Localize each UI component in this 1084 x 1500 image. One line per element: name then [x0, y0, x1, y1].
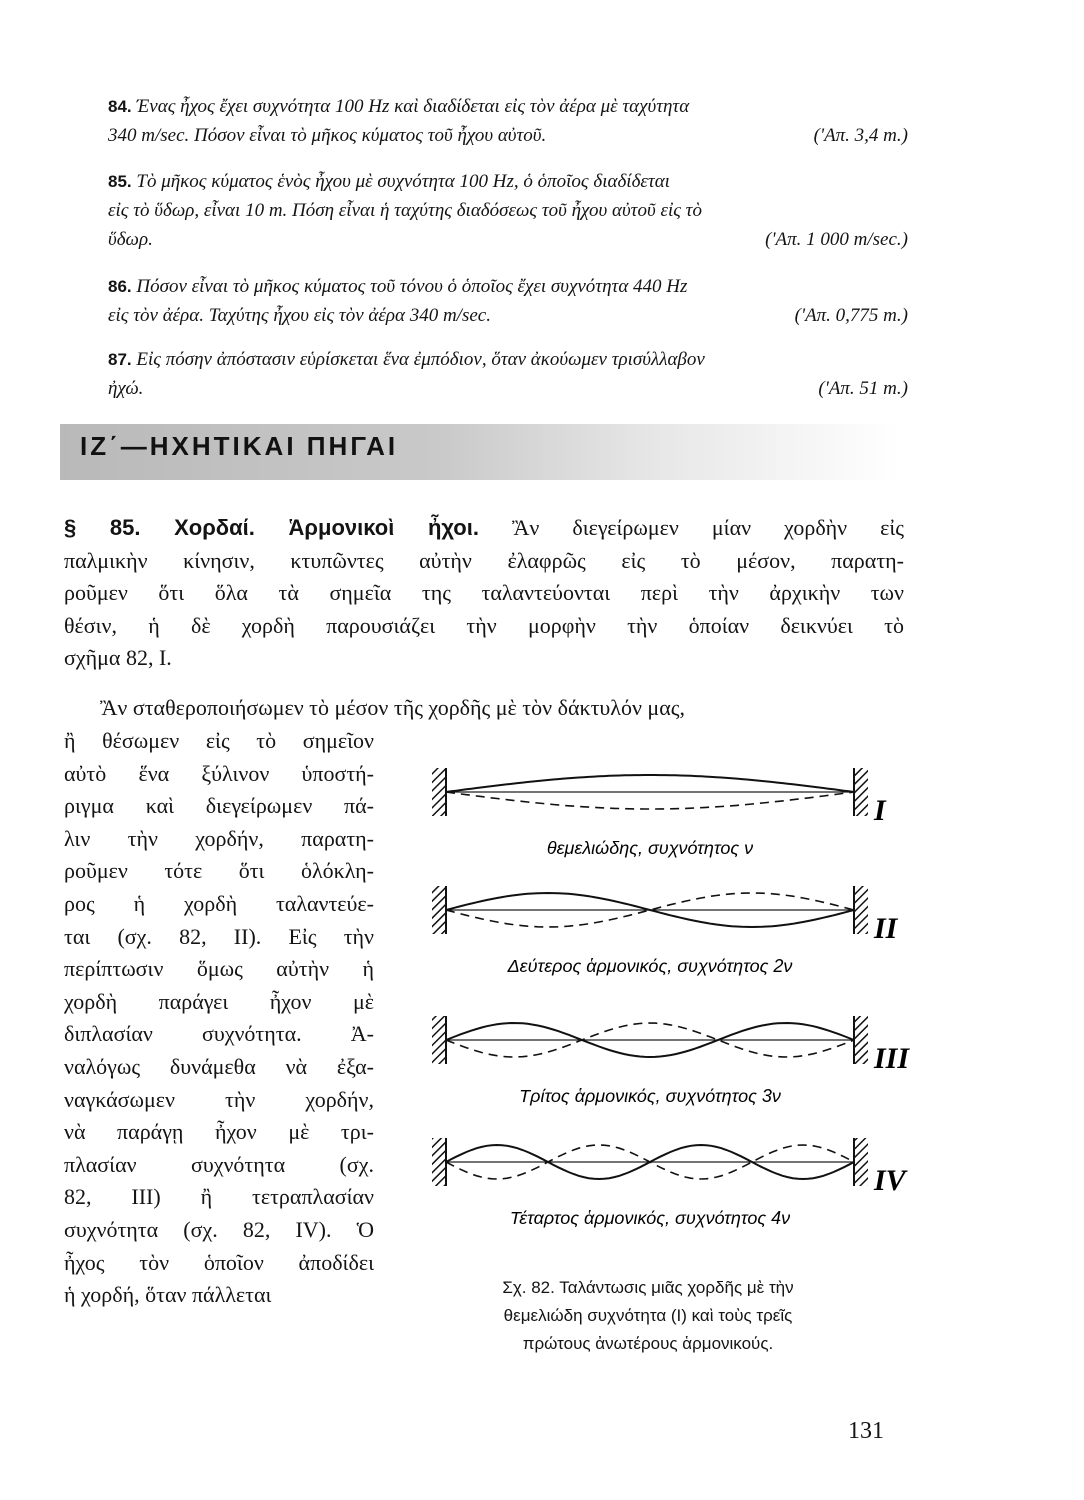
column-line: ρος ἡ χορδὴ ταλαντεύε- — [64, 890, 374, 916]
mode-numeral: I — [874, 794, 886, 827]
column-line: πλασίαν συχνότητα (σχ. — [64, 1151, 374, 1177]
column-line: ται (σχ. 82, II). Εἰς τὴν — [64, 923, 374, 949]
left-clamp — [432, 1138, 446, 1186]
column-line: ναλόγως δυνάμεθα νὰ ἐξα- — [64, 1053, 374, 1079]
figure-caption — [408, 1274, 888, 1358]
harmonic-mode — [432, 768, 887, 858]
exercise-number: 87. — [108, 350, 132, 369]
paragraph-2-first-line: Ἂν σταθεροποιήσωμεν τὸ μέσον τῆς χορδῆς μὲ τὸν δάκτυλόν μας, — [100, 695, 685, 720]
exercise-answer: ('Απ. 1 000 m/sec.) — [765, 229, 908, 250]
column-line: 82, III) ἢ τετραπλασίαν — [64, 1184, 374, 1210]
paragraph-line: θέσιν, ἡ δὲ χορδὴ παρουσιάζει τὴν μορφὴν τὴν ὁποίαν δεικνύει τὸ — [64, 612, 904, 638]
column-line: ἡ χορδή, ὅταν πάλλεται — [64, 1282, 272, 1308]
string-envelope-solid — [446, 775, 854, 792]
mode-label: Δεύτερος ἁρμονικός, συχνότητος 2ν — [507, 956, 793, 976]
mode-label: θεμελιώδης, συχνότητος ν — [546, 838, 754, 858]
caption-line: θεμελιώδη συχνότητα (I) καὶ τοὺς τρεῖς — [503, 1306, 793, 1325]
right-clamp — [854, 1016, 868, 1064]
column-line: αὐτὸ ἕνα ξύλινον ὑποστή- — [64, 760, 374, 786]
left-clamp — [432, 768, 446, 816]
column-line: ἦχος τὸν ὁποῖον ἀποδίδει — [64, 1249, 374, 1275]
exercise-text: εἰς τὸ ὕδωρ, εἶναι 10 m. Πόση εἶναι ἡ ταχύτης διαδόσεως τοῦ ἦχου αὐτοῦ εἰς τὸ — [108, 200, 702, 221]
paragraph-line: ροῦμεν ὅτι ὅλα τὰ σημεῖα της ταλαντεύονται περὶ τὴν ἀρχικὴν των — [64, 580, 904, 606]
left-clamp — [432, 886, 446, 934]
exercise-answer: ('Απ. 0,775 m.) — [794, 305, 908, 326]
left-clamp — [432, 1016, 446, 1064]
column-line: περίπτωσιν ὅμως αὐτὴν ἡ — [64, 956, 374, 982]
column-line: χορδὴ παράγει ἦχον μὲ — [64, 988, 374, 1014]
mode-numeral: IV — [874, 1164, 906, 1197]
page-number: 131 — [848, 1418, 884, 1444]
exercise-answer: ('Απ. 3,4 m.) — [813, 125, 908, 146]
string-envelope-dashed — [446, 792, 854, 809]
column-line: συχνότητα (σχ. 82, IV). Ὁ — [64, 1216, 374, 1242]
mode-numeral: III — [874, 1042, 910, 1075]
exercise-text: ἠχώ. — [108, 378, 144, 399]
column-line: ναγκάσωμεν τὴν χορδήν, — [64, 1086, 374, 1112]
exercise-text: Τὸ μῆκος κύματος ἑνὸς ἦχου μὲ συχνότητα 100 Hz, ὁ ὁποῖος διαδίδεται — [136, 171, 670, 192]
column-line: ριγμα καὶ διεγείρωμεν πά- — [64, 793, 374, 819]
exercise-text: ὕδωρ. — [108, 229, 153, 250]
exercise-text: 340 m/sec. Πόσον εἶναι τὸ μῆκος κύματος τοῦ ἦχου αὐτοῦ. — [108, 125, 547, 146]
column-line: διπλασίαν συχνότητα. Ἀ- — [64, 1021, 374, 1047]
right-clamp — [854, 886, 868, 934]
right-clamp — [854, 768, 868, 816]
harmonic-mode — [432, 1016, 910, 1106]
paragraph-line: σχῆμα 82, I. — [64, 645, 172, 671]
exercise-text: Εἰς πόσην ἀπόστασιν εὑρίσκεται ἕνα ἐμπόδιον, ὅταν ἀκούωμεν τρισύλλαβον — [136, 349, 705, 370]
right-clamp — [854, 1138, 868, 1186]
exercise-number: 86. — [108, 277, 132, 296]
mode-label: Τρίτος ἁρμονικός, συχνότητος 3ν — [519, 1086, 781, 1106]
exercise-number: 85. — [108, 172, 132, 191]
mode-label: Τέταρτος ἁρμονικός, συχνότητος 4ν — [509, 1208, 791, 1228]
paragraph-line: Ἂν διεγείρωμεν μίαν χορδὴν εἰς — [512, 515, 905, 540]
caption-line: πρώτους ἀνωτέρους ἁρμονικούς. — [522, 1334, 774, 1353]
exercise-answer: ('Απ. 51 m.) — [818, 378, 908, 399]
chapter-title: ΙΖ΄—ΗΧΗΤΙΚΑΙ ΠΗΓΑΙ — [80, 431, 399, 461]
exercise-text: Πόσον εἶναι τὸ μῆκος κύματος τοῦ τόνου ὁ ὁποῖος ἔχει συχνότητα 440 Hz — [136, 276, 688, 297]
exercise-text: εἰς τὸν ἀέρα. Ταχύτης ἦχου εἰς τὸν ἀέρα 340 m/sec. — [108, 305, 491, 326]
exercise-number: 84. — [108, 97, 132, 116]
section-heading: § 85. Χορδαί. Ἁρμονικοὶ ἦχοι. — [64, 515, 479, 540]
harmonic-mode — [432, 886, 899, 976]
column-line: λιν τὴν χορδήν, παρατη- — [64, 825, 374, 851]
paragraph-line: παλμικὴν κίνησιν, κτυπῶντες αὐτὴν ἐλαφρῶς εἰς τὸ μέσον, παρατη- — [64, 547, 904, 573]
caption-line: Σχ. 82. Ταλάντωσις μιᾶς χορδῆς μὲ τὴν — [502, 1278, 794, 1297]
exercise-text: Ένας ἦχος ἔχει συχνότητα 100 Hz καὶ διαδίδεται εἰς τὸν ἀέρα μὲ ταχύτητα — [136, 96, 690, 117]
mode-numeral: II — [874, 912, 898, 945]
column-line: ροῦμεν τότε ὅτι ὁλόκλη- — [64, 858, 374, 884]
column-line: νὰ παράγῃ ἦχον μὲ τρι- — [64, 1119, 374, 1145]
harmonic-mode — [432, 1138, 909, 1228]
column-line: ἢ θέσωμεν εἰς τὸ σημεῖον — [64, 728, 374, 753]
